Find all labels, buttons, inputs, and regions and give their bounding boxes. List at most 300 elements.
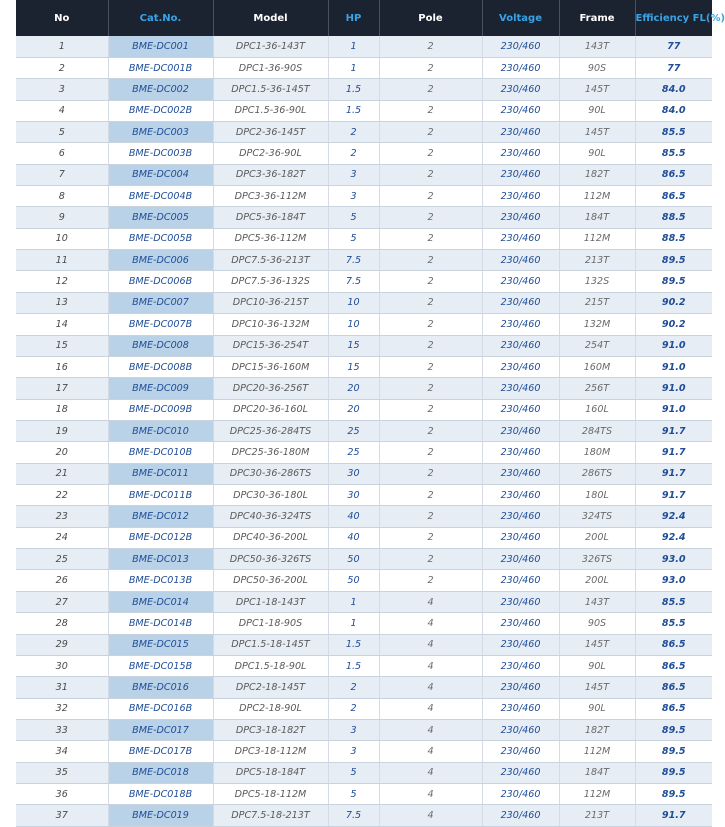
pole-cell: 2 [379,228,482,249]
model-cell: DPC30-36-180L [213,485,328,506]
row-number: 37 [16,805,108,826]
cat-no-cell: BME-DC011B [108,485,213,506]
row-number: 4 [16,100,108,121]
hp-cell: 10 [328,292,379,313]
pole-cell: 4 [379,591,482,612]
efficiency-cell: 91.0 [635,335,712,356]
model-cell: DPC40-36-200L [213,527,328,548]
voltage-cell: 230/460 [482,549,559,570]
cat-no-cell: BME-DC002B [108,100,213,121]
hp-cell: 20 [328,399,379,420]
frame-cell: 200L [559,570,635,591]
efficiency-cell: 92.4 [635,527,712,548]
frame-cell: 254T [559,335,635,356]
hp-cell: 7.5 [328,805,379,826]
frame-cell: 90S [559,57,635,78]
cat-no-cell: BME-DC011 [108,463,213,484]
model-cell: DPC1.5-36-145T [213,79,328,100]
voltage-cell: 230/460 [482,570,559,591]
table-row [16,36,712,57]
frame-cell: 182T [559,720,635,741]
model-cell: DPC5-18-184T [213,762,328,783]
efficiency-cell: 91.7 [635,485,712,506]
cat-no-cell: BME-DC015 [108,634,213,655]
efficiency-cell: 91.0 [635,378,712,399]
table-row [16,292,712,313]
frame-cell: 90L [559,143,635,164]
cat-no-cell: BME-DC014 [108,591,213,612]
frame-cell: 145T [559,634,635,655]
voltage-cell: 230/460 [482,655,559,676]
row-number: 6 [16,143,108,164]
row-number: 10 [16,228,108,249]
row-number: 18 [16,399,108,420]
row-number: 20 [16,442,108,463]
hp-cell: 3 [328,720,379,741]
table-row [16,442,712,463]
cat-no-cell: BME-DC019 [108,805,213,826]
motor-spec-sheet [16,0,725,827]
cat-no-cell: BME-DC003B [108,143,213,164]
hp-cell: 1.5 [328,634,379,655]
header-frame: Frame [559,0,635,36]
row-number: 30 [16,655,108,676]
header-row [16,0,712,36]
pole-cell: 2 [379,250,482,271]
frame-cell: 145T [559,677,635,698]
frame-cell: 160M [559,356,635,377]
pole-cell: 2 [379,271,482,292]
row-number: 25 [16,549,108,570]
voltage-cell: 230/460 [482,591,559,612]
row-number: 14 [16,314,108,335]
hp-cell: 1.5 [328,79,379,100]
pole-cell: 2 [379,570,482,591]
model-cell: DPC3-36-182T [213,164,328,185]
pole-cell: 2 [379,121,482,142]
pole-cell: 2 [379,186,482,207]
row-number: 16 [16,356,108,377]
efficiency-cell: 91.0 [635,356,712,377]
pole-cell: 4 [379,741,482,762]
hp-cell: 7.5 [328,271,379,292]
efficiency-cell: 85.5 [635,591,712,612]
voltage-cell: 230/460 [482,121,559,142]
table-body [16,36,712,826]
efficiency-cell: 92.4 [635,506,712,527]
model-cell: DPC50-36-200L [213,570,328,591]
voltage-cell: 230/460 [482,784,559,805]
table-row [16,485,712,506]
model-cell: DPC1.5-18-90L [213,655,328,676]
model-cell: DPC1-36-90S [213,57,328,78]
frame-cell: 132S [559,271,635,292]
frame-cell: 180M [559,442,635,463]
table-row [16,570,712,591]
efficiency-cell: 85.5 [635,121,712,142]
frame-cell: 182T [559,164,635,185]
cat-no-cell: BME-DC007B [108,314,213,335]
voltage-cell: 230/460 [482,698,559,719]
row-number: 23 [16,506,108,527]
voltage-cell: 230/460 [482,79,559,100]
model-cell: DPC7.5-36-132S [213,271,328,292]
voltage-cell: 230/460 [482,805,559,826]
voltage-cell: 230/460 [482,271,559,292]
model-cell: DPC2-18-145T [213,677,328,698]
table-row [16,677,712,698]
efficiency-cell: 90.2 [635,292,712,313]
pole-cell: 4 [379,655,482,676]
model-cell: DPC20-36-256T [213,378,328,399]
voltage-cell: 230/460 [482,250,559,271]
cat-no-cell: BME-DC014B [108,613,213,634]
table-row [16,527,712,548]
pole-cell: 2 [379,164,482,185]
cat-no-cell: BME-DC010B [108,442,213,463]
model-cell: DPC1.5-18-145T [213,634,328,655]
model-cell: DPC5-36-112M [213,228,328,249]
hp-cell: 1.5 [328,100,379,121]
efficiency-cell: 86.5 [635,698,712,719]
voltage-cell: 230/460 [482,314,559,335]
cat-no-cell: BME-DC006B [108,271,213,292]
pole-cell: 2 [379,36,482,57]
voltage-cell: 230/460 [482,356,559,377]
hp-cell: 2 [328,121,379,142]
pole-cell: 2 [379,356,482,377]
voltage-cell: 230/460 [482,634,559,655]
efficiency-cell: 91.7 [635,420,712,441]
row-number: 26 [16,570,108,591]
row-number: 9 [16,207,108,228]
row-number: 3 [16,79,108,100]
pole-cell: 2 [379,420,482,441]
efficiency-cell: 77 [635,36,712,57]
efficiency-cell: 91.7 [635,463,712,484]
row-number: 17 [16,378,108,399]
model-cell: DPC1.5-36-90L [213,100,328,121]
frame-cell: 324TS [559,506,635,527]
voltage-cell: 230/460 [482,613,559,634]
hp-cell: 5 [328,762,379,783]
row-number: 12 [16,271,108,292]
frame-cell: 112M [559,741,635,762]
table-row [16,591,712,612]
model-cell: DPC30-36-286TS [213,463,328,484]
hp-cell: 2 [328,698,379,719]
table-row [16,250,712,271]
row-number: 8 [16,186,108,207]
row-number: 2 [16,57,108,78]
hp-cell: 30 [328,485,379,506]
cat-no-cell: BME-DC004 [108,164,213,185]
cat-no-cell: BME-DC017B [108,741,213,762]
voltage-cell: 230/460 [482,378,559,399]
table-row [16,335,712,356]
pole-cell: 2 [379,207,482,228]
model-cell: DPC3-18-182T [213,720,328,741]
row-number: 33 [16,720,108,741]
pole-cell: 2 [379,549,482,570]
frame-cell: 143T [559,36,635,57]
model-cell: DPC1-36-143T [213,36,328,57]
cat-no-cell: BME-DC001 [108,36,213,57]
header-cat-no: Cat.No. [108,0,213,36]
header-efficiency: Efficiency FL(%) [635,12,725,24]
frame-cell: 132M [559,314,635,335]
efficiency-cell: 88.5 [635,207,712,228]
pole-cell: 2 [379,335,482,356]
hp-cell: 15 [328,335,379,356]
hp-cell: 2 [328,677,379,698]
table-row [16,314,712,335]
voltage-cell: 230/460 [482,207,559,228]
hp-cell: 3 [328,164,379,185]
hp-cell: 1 [328,613,379,634]
efficiency-cell: 86.5 [635,186,712,207]
hp-cell: 20 [328,378,379,399]
pole-cell: 4 [379,613,482,634]
model-cell: DPC5-18-112M [213,784,328,805]
cat-no-cell: BME-DC015B [108,655,213,676]
row-number: 31 [16,677,108,698]
efficiency-cell: 77 [635,57,712,78]
cat-no-cell: BME-DC007 [108,292,213,313]
efficiency-cell: 84.0 [635,100,712,121]
header-model: Model [213,0,328,36]
hp-cell: 1 [328,591,379,612]
voltage-cell: 230/460 [482,677,559,698]
row-number: 35 [16,762,108,783]
efficiency-cell: 89.5 [635,250,712,271]
efficiency-cell: 86.5 [635,634,712,655]
pole-cell: 2 [379,463,482,484]
efficiency-cell: 89.5 [635,720,712,741]
efficiency-cell: 85.5 [635,613,712,634]
model-cell: DPC2-18-90L [213,698,328,719]
table-row [16,207,712,228]
row-number: 24 [16,527,108,548]
pole-cell: 2 [379,100,482,121]
table-row [16,634,712,655]
model-cell: DPC15-36-160M [213,356,328,377]
pole-cell: 2 [379,399,482,420]
hp-cell: 5 [328,207,379,228]
voltage-cell: 230/460 [482,720,559,741]
frame-cell: 112M [559,186,635,207]
frame-cell: 200L [559,527,635,548]
row-number: 36 [16,784,108,805]
efficiency-cell: 89.5 [635,741,712,762]
hp-cell: 50 [328,549,379,570]
cat-no-cell: BME-DC003 [108,121,213,142]
frame-cell: 145T [559,121,635,142]
model-cell: DPC3-36-112M [213,186,328,207]
table-row [16,549,712,570]
frame-cell: 90L [559,698,635,719]
model-cell: DPC7.5-36-213T [213,250,328,271]
row-number: 11 [16,250,108,271]
voltage-cell: 230/460 [482,741,559,762]
cat-no-cell: BME-DC001B [108,57,213,78]
table-row [16,762,712,783]
hp-cell: 1 [328,36,379,57]
model-cell: DPC20-36-160L [213,399,328,420]
row-number: 27 [16,591,108,612]
model-cell: DPC25-36-180M [213,442,328,463]
table-row [16,378,712,399]
frame-cell: 143T [559,591,635,612]
frame-cell: 256T [559,378,635,399]
voltage-cell: 230/460 [482,442,559,463]
row-number: 7 [16,164,108,185]
voltage-cell: 230/460 [482,463,559,484]
efficiency-cell: 86.5 [635,655,712,676]
frame-cell: 213T [559,250,635,271]
model-cell: DPC1-18-143T [213,591,328,612]
table-row [16,805,712,826]
frame-cell: 90L [559,655,635,676]
header-voltage: Voltage [482,0,559,36]
cat-no-cell: BME-DC013 [108,549,213,570]
table-row [16,79,712,100]
header-no: No [16,0,108,36]
frame-cell: 184T [559,762,635,783]
frame-cell: 160L [559,399,635,420]
pole-cell: 4 [379,762,482,783]
hp-cell: 30 [328,463,379,484]
pole-cell: 2 [379,143,482,164]
cat-no-cell: BME-DC012B [108,527,213,548]
frame-cell: 145T [559,79,635,100]
cat-no-cell: BME-DC008 [108,335,213,356]
frame-cell: 90S [559,613,635,634]
frame-cell: 184T [559,207,635,228]
voltage-cell: 230/460 [482,762,559,783]
table-row [16,399,712,420]
model-cell: DPC10-36-132M [213,314,328,335]
efficiency-cell: 93.0 [635,549,712,570]
frame-cell: 284TS [559,420,635,441]
cat-no-cell: BME-DC016B [108,698,213,719]
hp-cell: 25 [328,420,379,441]
cat-no-cell: BME-DC010 [108,420,213,441]
voltage-cell: 230/460 [482,143,559,164]
frame-cell: 112M [559,228,635,249]
cat-no-cell: BME-DC017 [108,720,213,741]
motor-spec-table [16,0,725,827]
row-number: 22 [16,485,108,506]
row-number: 21 [16,463,108,484]
row-number: 19 [16,420,108,441]
cat-no-cell: BME-DC018B [108,784,213,805]
table-row [16,356,712,377]
pole-cell: 2 [379,485,482,506]
voltage-cell: 230/460 [482,57,559,78]
voltage-cell: 230/460 [482,292,559,313]
table-row [16,784,712,805]
frame-cell: 213T [559,805,635,826]
table-row [16,613,712,634]
voltage-cell: 230/460 [482,100,559,121]
table-row [16,741,712,762]
voltage-cell: 230/460 [482,399,559,420]
cat-no-cell: BME-DC016 [108,677,213,698]
frame-cell: 215T [559,292,635,313]
hp-cell: 10 [328,314,379,335]
efficiency-cell: 86.5 [635,677,712,698]
voltage-cell: 230/460 [482,335,559,356]
table-row [16,143,712,164]
efficiency-cell: 88.5 [635,228,712,249]
model-cell: DPC40-36-324TS [213,506,328,527]
hp-cell: 40 [328,527,379,548]
pole-cell: 2 [379,314,482,335]
table-row [16,463,712,484]
table-row [16,506,712,527]
pole-cell: 2 [379,527,482,548]
cat-no-cell: BME-DC005B [108,228,213,249]
table-row [16,698,712,719]
pole-cell: 2 [379,292,482,313]
voltage-cell: 230/460 [482,485,559,506]
model-cell: DPC2-36-145T [213,121,328,142]
voltage-cell: 230/460 [482,164,559,185]
header-pole: Pole [379,0,482,36]
efficiency-cell: 91.7 [635,442,712,463]
table-row [16,720,712,741]
hp-cell: 1 [328,57,379,78]
row-number: 32 [16,698,108,719]
hp-cell: 3 [328,186,379,207]
hp-cell: 5 [328,228,379,249]
table-header [16,0,725,36]
model-cell: DPC15-36-254T [213,335,328,356]
table-row [16,420,712,441]
voltage-cell: 230/460 [482,527,559,548]
efficiency-cell: 84.0 [635,79,712,100]
hp-cell: 40 [328,506,379,527]
pole-cell: 4 [379,634,482,655]
row-number: 5 [16,121,108,142]
row-number: 34 [16,741,108,762]
table-row [16,655,712,676]
cat-no-cell: BME-DC009 [108,378,213,399]
hp-cell: 15 [328,356,379,377]
efficiency-cell: 86.5 [635,164,712,185]
cat-no-cell: BME-DC004B [108,186,213,207]
cat-no-cell: BME-DC008B [108,356,213,377]
cat-no-cell: BME-DC012 [108,506,213,527]
voltage-cell: 230/460 [482,228,559,249]
cat-no-cell: BME-DC002 [108,79,213,100]
model-cell: DPC10-36-215T [213,292,328,313]
efficiency-cell: 90.2 [635,314,712,335]
efficiency-cell: 91.0 [635,399,712,420]
model-cell: DPC7.5-18-213T [213,805,328,826]
model-cell: DPC25-36-284TS [213,420,328,441]
frame-cell: 90L [559,100,635,121]
hp-cell: 7.5 [328,250,379,271]
pole-cell: 2 [379,79,482,100]
row-number: 29 [16,634,108,655]
cat-no-cell: BME-DC009B [108,399,213,420]
cat-no-cell: BME-DC013B [108,570,213,591]
hp-cell: 5 [328,784,379,805]
pole-cell: 2 [379,506,482,527]
model-cell: DPC50-36-326TS [213,549,328,570]
